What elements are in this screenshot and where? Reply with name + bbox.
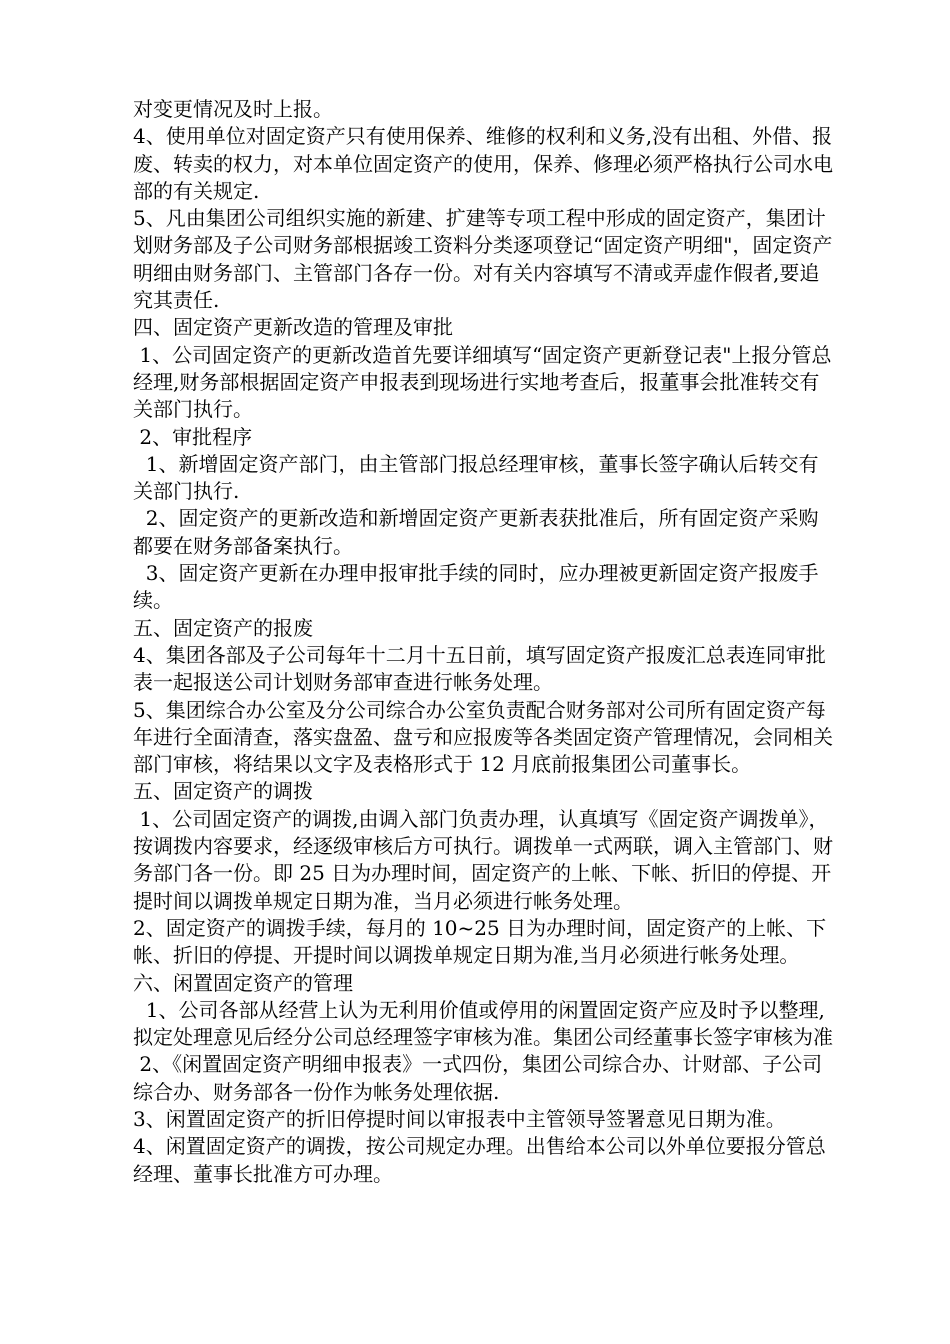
section-heading-4: 四、固定资产更新改造的管理及审批	[133, 315, 453, 340]
document-body	[133, 96, 833, 1188]
paragraph-7: 1、新增固定资产部门，由主管部门报总经理审核，董事长签字确认后转交有关部门执行.	[133, 451, 819, 504]
paragraph-14: 1、公司固定资产的调拨,由调入部门负责办理，认真填写《固定资产调拨单》，按调拨内容要求，经逐级审核后方可执行。调拨单一式两联，调入主管部门、财务部门各一份。即 25 日为办理时间，固定资产的上帐、下帐、折旧的停提、开提时间以调拨单规定日期为准，当月必须进行帐务处理。	[133, 806, 833, 913]
paragraph-11: 4、集团各部及子公司每年十二月十五日前，填写固定资产报废汇总表连同审批表一起报送公司计划财务部审查进行帐务处理。	[133, 642, 826, 695]
section-heading-5a: 五、固定资产的报废	[133, 615, 313, 640]
paragraph-8: 2、固定资产的更新改造和新增固定资产更新表获批准后，所有固定资产采购都要在财务部备案执行。	[133, 506, 819, 558]
paragraph-6: 2、审批程序	[133, 424, 253, 449]
paragraph-12: 5、集团综合办公室及分公司综合办公室负责配合财务部对公司所有固定资产每年进行全面清查，落实盘盈、盘亏和应报废等各类固定资产管理情况，会同相关部门审核，将结果以文字及表格形式于 12 月底前报集团公司董事长。	[133, 697, 833, 777]
paragraph-1: 对变更情况及时上报。	[133, 97, 333, 121]
paragraph-9: 3、固定资产更新在办理申报审批手续的同时，应办理被更新固定资产报废手续。	[133, 561, 819, 613]
section-heading-6: 六、闲置固定资产的管理	[133, 970, 353, 995]
paragraph-15: 2、固定资产的调拨手续，每月的 10~25 日为办理时间，固定资产的上帐、下帐、折旧的停提、开提时间以调拨单规定日期为准,当月必须进行帐务处理。	[133, 915, 827, 968]
paragraph-5: 1、公司固定资产的更新改造首先要详细填写“固定资产更新登记表"上报分管总经理,财务部根据固定资产申报表到现场进行实地考查后，报董事会批准转交有关部门执行。	[133, 342, 832, 422]
section-heading-5b: 五、固定资产的调拨	[133, 779, 313, 804]
paragraph-20: 4、闲置固定资产的调拨，按公司规定办理。出售给本公司以外单位要报分管总经理、董事长批准方可办理。	[133, 1134, 826, 1186]
paragraph-19: 3、闲置固定资产的折旧停提时间以审报表中主管领导签署意见日期为准。	[133, 1106, 786, 1131]
paragraph-17: 1、公司各部从经营上认为无利用价值或停用的闲置固定资产应及时予以整理,拟定处理意见后经分公司总经理签字审核为准。集团公司经董事长签字审核为准	[133, 997, 833, 1050]
paragraph-2: 4、使用单位对固定资产只有使用保养、维修的权利和义务,没有出租、外借、报废、转卖的权力，对本单位固定资产的使用，保养、修理必须严格执行公司水电部的有关规定.	[133, 124, 833, 203]
paragraph-18: 2、《闲置固定资产明细申报表》一式四份，集团公司综合办、计财部、子公司综合办、财务部各一份作为帐务处理依据.	[133, 1052, 823, 1104]
paragraph-3: 5、凡由集团公司组织实施的新建、扩建等专项工程中形成的固定资产，集团计划财务部及子公司财务部根据竣工资料分类逐项登记“固定资产明细"，固定资产明细由财务部门、主管部门各存一份。对有关内容填写不清或弄虚作假者,要追究其责任.	[133, 206, 833, 313]
